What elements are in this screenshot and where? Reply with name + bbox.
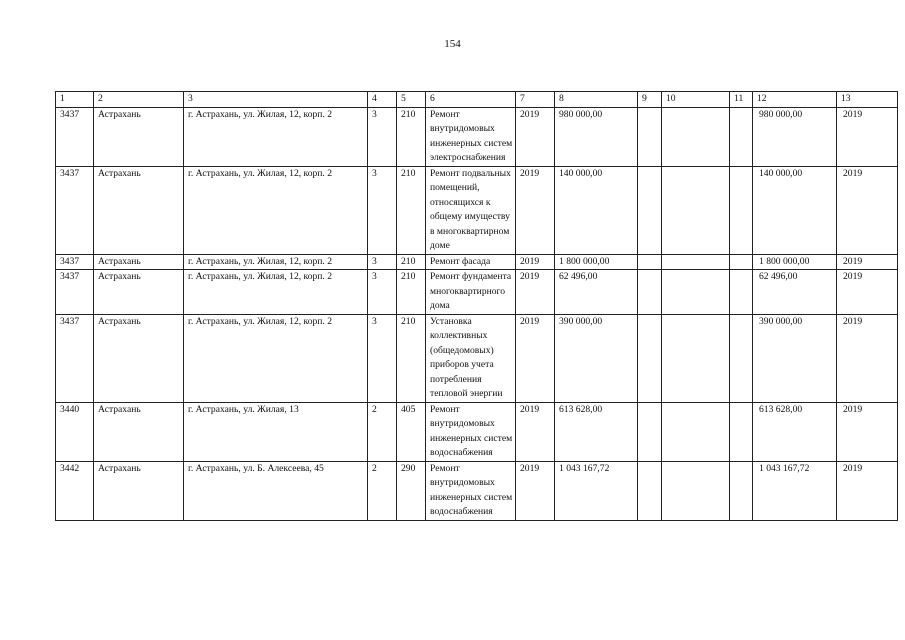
table-row xyxy=(56,166,898,254)
total-cost-cell: 390 000,00 xyxy=(753,314,837,402)
column-4-cell: 3 xyxy=(368,314,397,402)
column-5-cell: 210 xyxy=(397,270,426,315)
column-11-cell xyxy=(730,314,753,402)
column-header: 7 xyxy=(516,92,555,108)
column-9-cell xyxy=(638,402,662,461)
completion-year-cell: 2019 xyxy=(837,402,898,461)
address-cell: г. Астрахань, ул. Б. Алексеева, 45 xyxy=(184,461,368,520)
column-header: 8 xyxy=(555,92,638,108)
city-cell: Астрахань xyxy=(94,461,184,520)
work-type-cell: Ремонт внутридомовых инженерных систем электроснабжения xyxy=(426,107,516,166)
column-header: 2 xyxy=(94,92,184,108)
address-cell: г. Астрахань, ул. Жилая, 12, корп. 2 xyxy=(184,270,368,315)
city-cell: Астрахань xyxy=(94,107,184,166)
total-cost-cell: 140 000,00 xyxy=(753,166,837,254)
work-type-cell: Ремонт подвальных помещений, относящихся к общему имуществу в многоквартирном доме xyxy=(426,166,516,254)
column-10-cell xyxy=(662,166,730,254)
column-header: 1 xyxy=(56,92,94,108)
city-cell: Астрахань xyxy=(94,166,184,254)
page-number: 154 xyxy=(444,38,461,50)
column-10-cell xyxy=(662,254,730,270)
column-10-cell xyxy=(662,107,730,166)
column-9-cell xyxy=(638,166,662,254)
house-id-cell: 3437 xyxy=(56,254,94,270)
column-4-cell: 2 xyxy=(368,402,397,461)
completion-year-cell: 2019 xyxy=(837,166,898,254)
year-cell: 2019 xyxy=(516,461,555,520)
address-cell: г. Астрахань, ул. Жилая, 12, корп. 2 xyxy=(184,254,368,270)
completion-year-cell: 2019 xyxy=(837,107,898,166)
column-11-cell xyxy=(730,402,753,461)
city-cell: Астрахань xyxy=(94,270,184,315)
cost-cell: 980 000,00 xyxy=(555,107,638,166)
column-5-cell: 210 xyxy=(397,254,426,270)
column-4-cell: 3 xyxy=(368,270,397,315)
column-11-cell xyxy=(730,107,753,166)
cost-cell: 390 000,00 xyxy=(555,314,638,402)
table-header-row xyxy=(56,92,898,108)
table-row xyxy=(56,254,898,270)
column-header: 12 xyxy=(753,92,837,108)
column-4-cell: 3 xyxy=(368,166,397,254)
column-5-cell: 210 xyxy=(397,166,426,254)
column-9-cell xyxy=(638,270,662,315)
column-11-cell xyxy=(730,166,753,254)
column-11-cell xyxy=(730,254,753,270)
address-cell: г. Астрахань, ул. Жилая, 13 xyxy=(184,402,368,461)
column-4-cell: 2 xyxy=(368,461,397,520)
work-type-cell: Ремонт внутридомовых инженерных систем водоснабжения xyxy=(426,402,516,461)
city-cell: Астрахань xyxy=(94,402,184,461)
address-cell: г. Астрахань, ул. Жилая, 12, корп. 2 xyxy=(184,314,368,402)
column-10-cell xyxy=(662,461,730,520)
completion-year-cell: 2019 xyxy=(837,254,898,270)
total-cost-cell: 62 496,00 xyxy=(753,270,837,315)
year-cell: 2019 xyxy=(516,107,555,166)
column-5-cell: 210 xyxy=(397,314,426,402)
column-11-cell xyxy=(730,461,753,520)
table-row xyxy=(56,314,898,402)
house-id-cell: 3437 xyxy=(56,166,94,254)
address-cell: г. Астрахань, ул. Жилая, 12, корп. 2 xyxy=(184,166,368,254)
column-header: 5 xyxy=(397,92,426,108)
city-cell: Астрахань xyxy=(94,314,184,402)
completion-year-cell: 2019 xyxy=(837,461,898,520)
column-9-cell xyxy=(638,254,662,270)
cost-cell: 613 628,00 xyxy=(555,402,638,461)
cost-cell: 1 043 167,72 xyxy=(555,461,638,520)
column-4-cell: 3 xyxy=(368,107,397,166)
column-5-cell: 210 xyxy=(397,107,426,166)
total-cost-cell: 1 043 167,72 xyxy=(753,461,837,520)
house-id-cell: 3437 xyxy=(56,107,94,166)
table-row xyxy=(56,270,898,315)
house-id-cell: 3437 xyxy=(56,314,94,402)
column-9-cell xyxy=(638,461,662,520)
year-cell: 2019 xyxy=(516,166,555,254)
column-header: 6 xyxy=(426,92,516,108)
work-type-cell: Ремонт фундамента многоквартирного дома xyxy=(426,270,516,315)
house-id-cell: 3442 xyxy=(56,461,94,520)
column-10-cell xyxy=(662,270,730,315)
column-header: 4 xyxy=(368,92,397,108)
year-cell: 2019 xyxy=(516,270,555,315)
table-row xyxy=(56,107,898,166)
column-10-cell xyxy=(662,402,730,461)
column-5-cell: 405 xyxy=(397,402,426,461)
column-5-cell: 290 xyxy=(397,461,426,520)
total-cost-cell: 980 000,00 xyxy=(753,107,837,166)
cost-cell: 62 496,00 xyxy=(555,270,638,315)
work-type-cell: Ремонт фасада xyxy=(426,254,516,270)
completion-year-cell: 2019 xyxy=(837,314,898,402)
column-header: 11 xyxy=(730,92,753,108)
column-header: 13 xyxy=(837,92,898,108)
house-id-cell: 3437 xyxy=(56,270,94,315)
column-header: 9 xyxy=(638,92,662,108)
repair-register-table xyxy=(55,91,898,521)
year-cell: 2019 xyxy=(516,402,555,461)
total-cost-cell: 613 628,00 xyxy=(753,402,837,461)
completion-year-cell: 2019 xyxy=(837,270,898,315)
column-9-cell xyxy=(638,314,662,402)
house-id-cell: 3440 xyxy=(56,402,94,461)
work-type-cell: Ремонт внутридомовых инженерных систем водоснабжения xyxy=(426,461,516,520)
column-header: 10 xyxy=(662,92,730,108)
total-cost-cell: 1 800 000,00 xyxy=(753,254,837,270)
table-row xyxy=(56,461,898,520)
address-cell: г. Астрахань, ул. Жилая, 12, корп. 2 xyxy=(184,107,368,166)
cost-cell: 140 000,00 xyxy=(555,166,638,254)
year-cell: 2019 xyxy=(516,314,555,402)
city-cell: Астрахань xyxy=(94,254,184,270)
column-header: 3 xyxy=(184,92,368,108)
year-cell: 2019 xyxy=(516,254,555,270)
cost-cell: 1 800 000,00 xyxy=(555,254,638,270)
table-row xyxy=(56,402,898,461)
work-type-cell: Установка коллективных (общедомовых) приборов учета потребления тепловой энергии xyxy=(426,314,516,402)
column-4-cell: 3 xyxy=(368,254,397,270)
column-9-cell xyxy=(638,107,662,166)
column-10-cell xyxy=(662,314,730,402)
column-11-cell xyxy=(730,270,753,315)
